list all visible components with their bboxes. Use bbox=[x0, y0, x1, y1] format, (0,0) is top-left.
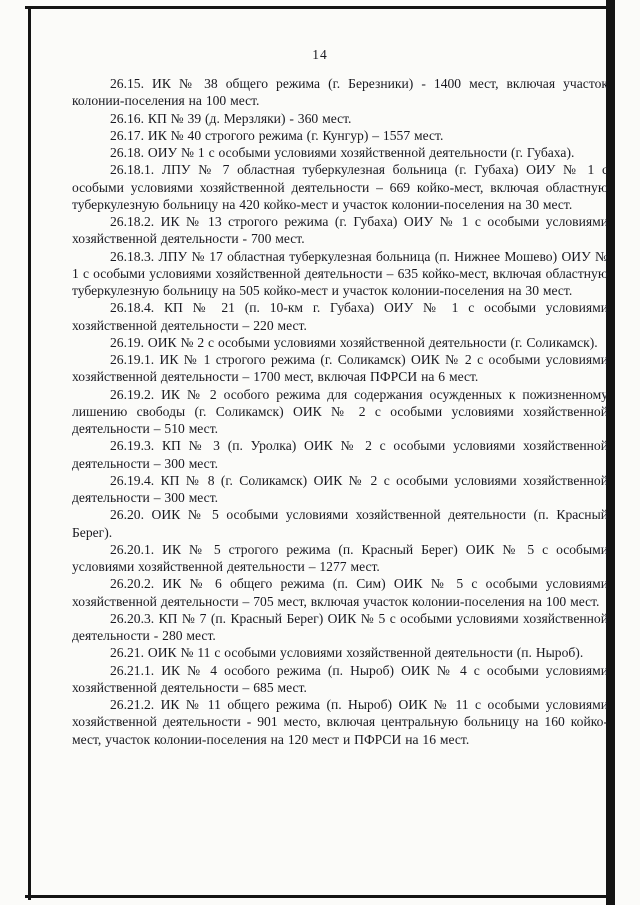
paragraph-26-19-1: 26.19.1. ИК № 1 строгого режима (г. Соликамск) ОИК № 2 с особыми условиями хозяйственной деятельности – 1700 мест, включая ПФРСИ на 6 мест. bbox=[72, 352, 608, 385]
scan-border-bottom bbox=[25, 895, 611, 898]
paragraph-26-20-3: 26.20.3. КП № 7 (п. Красный Берег) ОИК № 5 с особыми условиями хозяйственной деятельности - 280 мест. bbox=[72, 610, 608, 643]
paragraph-26-18-2: 26.18.2. ИК № 13 строгого режима (г. Губаха) ОИУ № 1 с особыми условиями хозяйственной деятельности - 700 мест. bbox=[72, 214, 608, 247]
paragraph-26-21-1: 26.21.1. ИК № 4 особого режима (п. Ныроб) ОИК № 4 с особыми условиями хозяйственной деятельности – 685 мест. bbox=[72, 662, 608, 695]
paragraph-26-19-3: 26.19.3. КП № 3 (п. Уролка) ОИК № 2 с особыми условиями хозяйственной деятельности – 300 мест. bbox=[72, 438, 608, 471]
paragraph-26-19: 26.19. ОИК № 2 с особыми условиями хозяйственной деятельности (г. Соликамск). bbox=[110, 334, 598, 350]
paragraph-26-18-3: 26.18.3. ЛПУ № 17 областная туберкулезная больница (п. Нижнее Мошево) ОИУ № 1 с особыми условиями хозяйственной деятельности – 635 койко-мест, включая областную туберкулезную больницу на 505 койко-мест и участок колонии-поселения на 30 мест. bbox=[72, 248, 608, 298]
paragraph-26-18-4: 26.18.4. КП № 21 (п. 10-км г. Губаха) ОИУ № 1 с особыми условиями хозяйственной деятельности – 220 мест. bbox=[72, 300, 608, 333]
document-body bbox=[72, 75, 608, 748]
paragraph-26-21-2: 26.21.2. ИК № 11 общего режима (п. Ныроб) ОИК № 11 с особыми условиями хозяйственной деятельности - 901 место, включая центральную больницу на 160 койко-мест, участок колонии-поселения на 120 мест и ПФРСИ на 16 мест. bbox=[72, 697, 608, 747]
page-number: 14 bbox=[312, 47, 328, 62]
paragraph-26-19-4: 26.19.4. КП № 8 (г. Соликамск) ОИК № 2 с особыми условиями хозяйственной деятельности – 300 мест. bbox=[72, 472, 608, 505]
paragraph-26-18-1: 26.18.1. ЛПУ № 7 областная туберкулезная больница (г. Губаха) ОИУ № 1 с особыми условиями хозяйственной деятельности – 669 койко-мест, включая областную туберкулезную больницу на 420 койко-мест и участок колонии-поселения на 30 мест. bbox=[72, 162, 608, 212]
paragraph-26-20-2: 26.20.2. ИК № 6 общего режима (п. Сим) ОИК № 5 с особыми условиями хозяйственной деятельности – 705 мест, включая участок колонии-поселения на 100 мест. bbox=[72, 576, 608, 609]
paragraph-26-17: 26.17. ИК № 40 строгого режима (г. Кунгур) – 1557 мест. bbox=[110, 127, 444, 143]
paragraph-26-20-1: 26.20.1. ИК № 5 строгого режима (п. Красный Берег) ОИК № 5 с особыми условиями хозяйственной деятельности – 1277 мест. bbox=[72, 541, 608, 574]
scan-border-top bbox=[25, 6, 611, 9]
paragraph-26-21: 26.21. ОИК № 11 с особыми условиями хозяйственной деятельности (п. Ныроб). bbox=[110, 645, 584, 661]
paragraph-26-16: 26.16. КП № 39 (д. Мерзляки) - 360 мест. bbox=[110, 110, 352, 126]
paragraph-26-19-2: 26.19.2. ИК № 2 особого режима для содержания осужденных к пожизненному лишению свободы (г. Соликамск) ОИК № 2 с особыми условиями хозяйственной деятельности – 510 мест. bbox=[72, 386, 608, 436]
paragraph-26-15: 26.15. ИК № 38 общего режима (г. Березники) - 1400 мест, включая участок колонии-поселения на 100 мест. bbox=[72, 76, 608, 109]
scan-border-left bbox=[28, 6, 31, 900]
paragraph-26-20: 26.20. ОИК № 5 особыми условиями хозяйственной деятельности (п. Красный Берег). bbox=[72, 507, 608, 540]
paragraph-26-18: 26.18. ОИУ № 1 с особыми условиями хозяйственной деятельности (г. Губаха). bbox=[110, 145, 575, 160]
